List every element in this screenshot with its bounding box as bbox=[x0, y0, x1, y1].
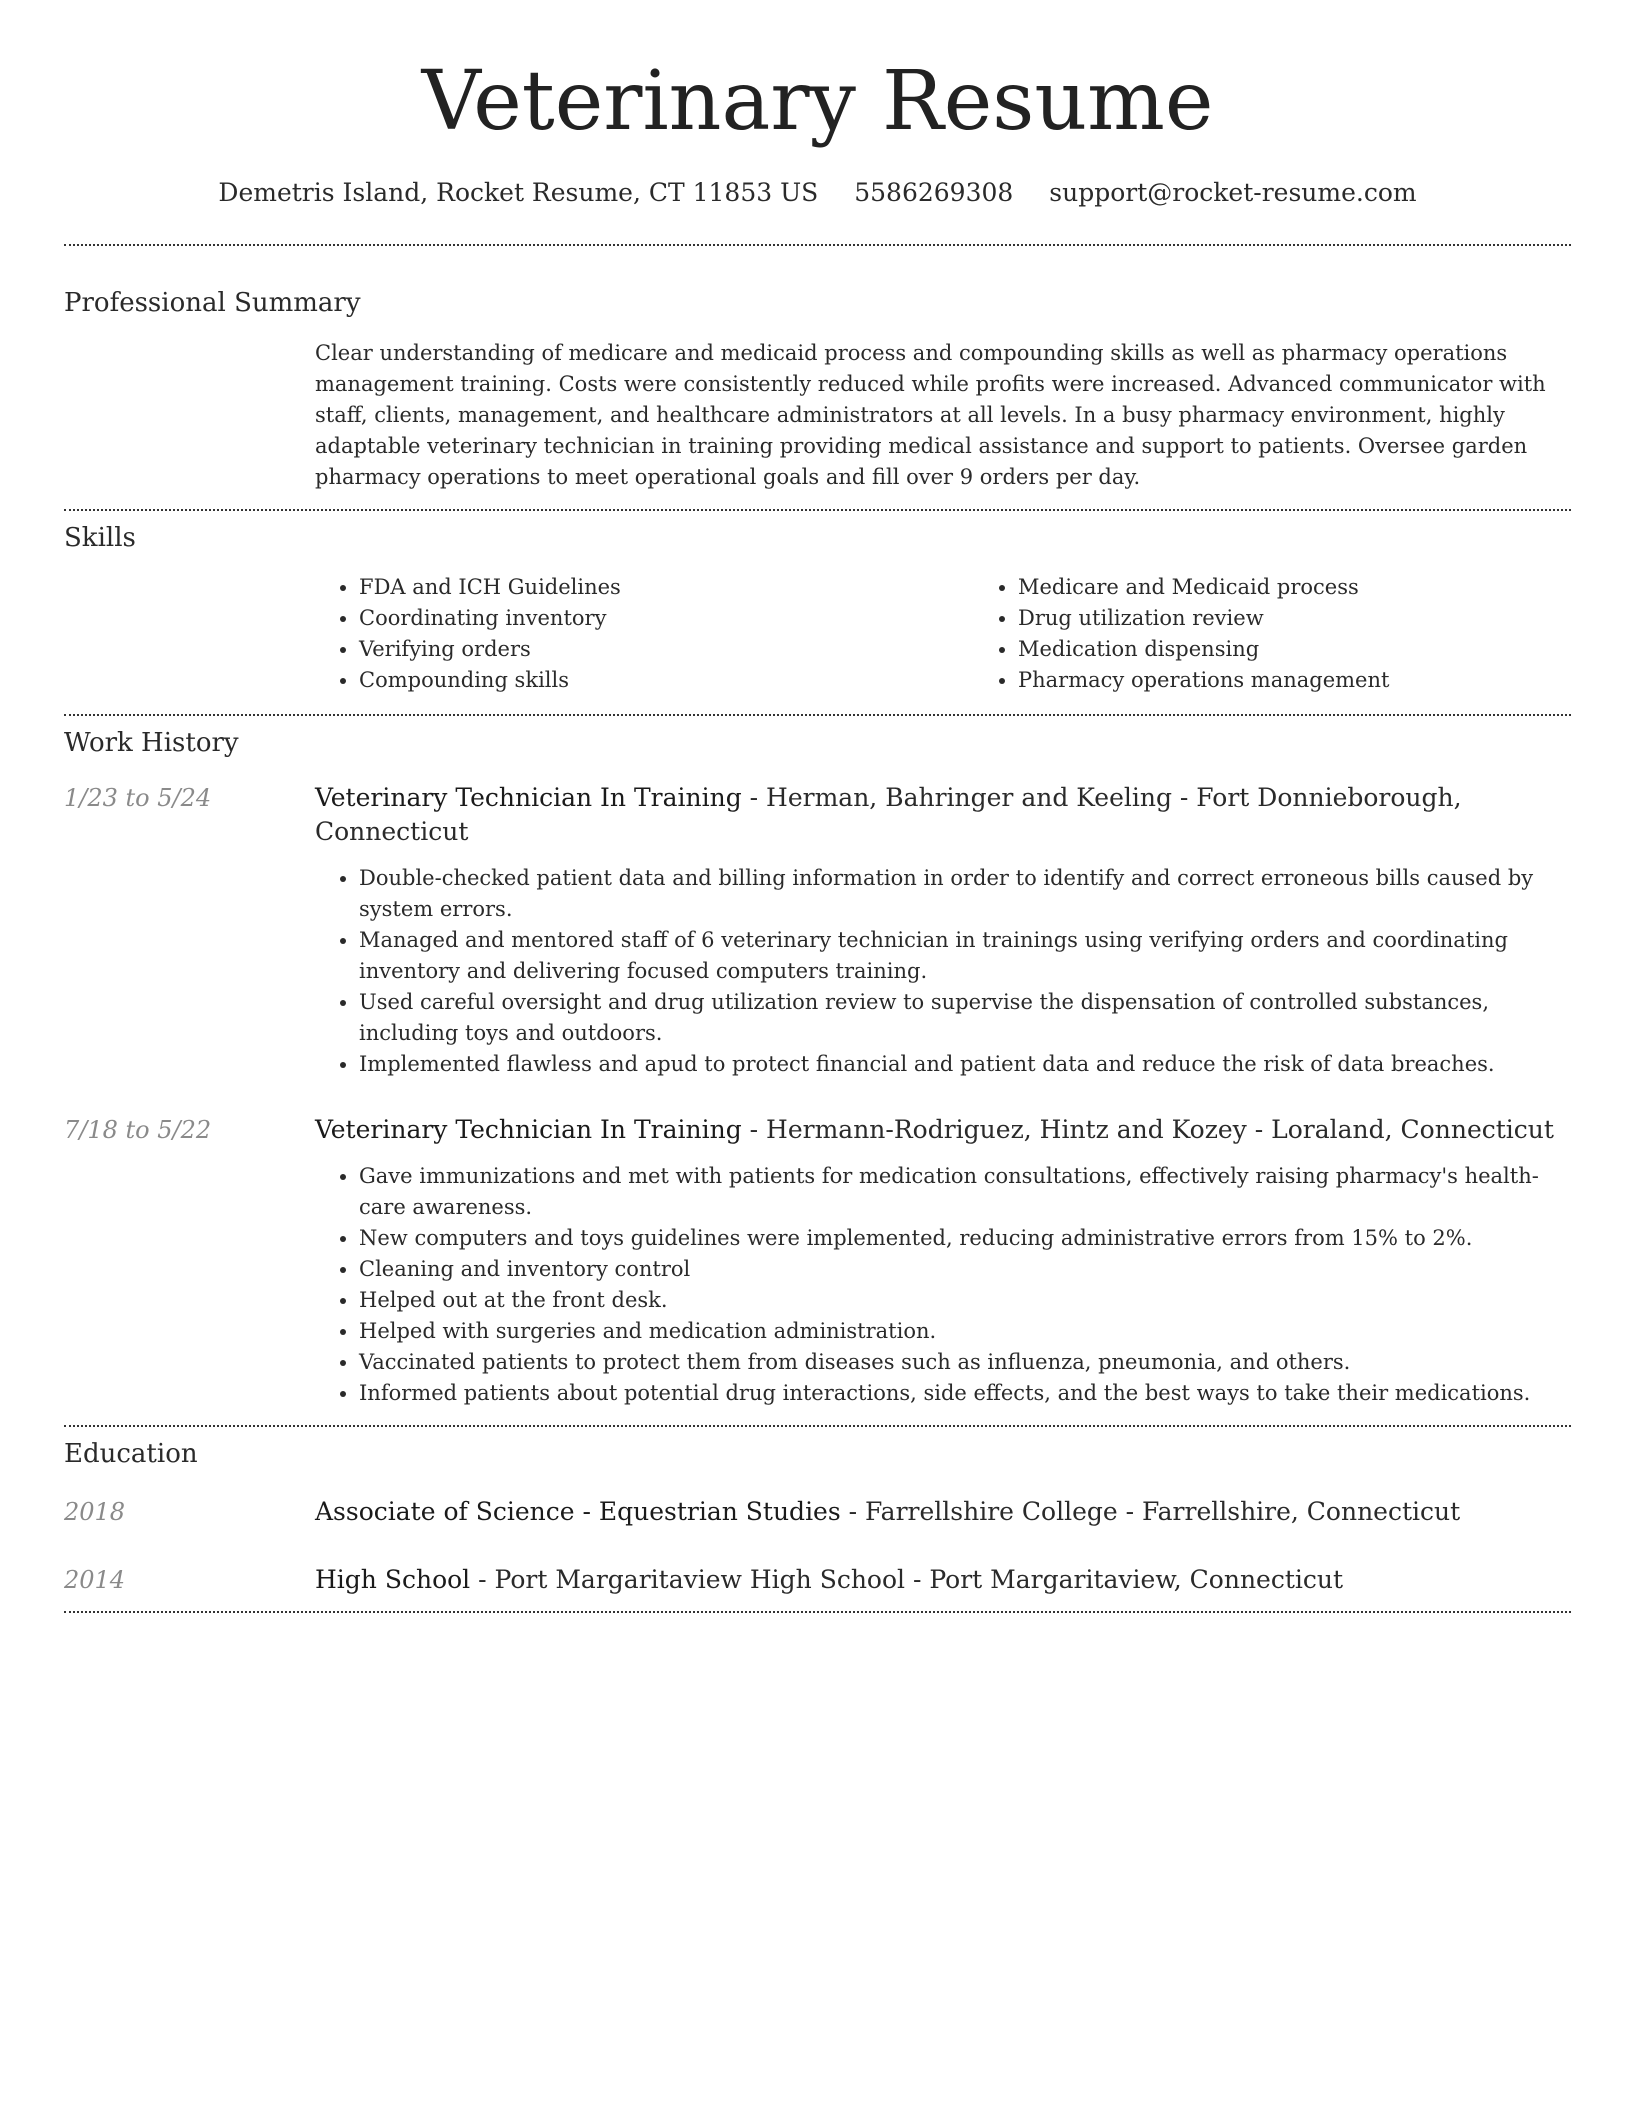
job-heading bbox=[315, 1113, 1571, 1147]
education-heading-line bbox=[315, 1495, 1571, 1529]
summary-heading: Professional Summary bbox=[64, 288, 361, 318]
job-bullet: • Managed and mentored staff of 6 veterinary technician in trainings using verifying orders and coordinating inventory and delivering focused computers training. bbox=[359, 925, 1571, 987]
job-bullet: • Informed patients about potential drug interactions, side effects, and the best ways to take their medications. bbox=[359, 1378, 1571, 1409]
job-employer: Herman, Bahringer and Keeling - Fort Donnieborough, Connecticut bbox=[315, 783, 1462, 846]
contact-line bbox=[64, 176, 1571, 210]
divider bbox=[64, 714, 1571, 716]
job-title: Veterinary Technician In Training bbox=[315, 783, 742, 812]
education-heading-line bbox=[315, 1563, 1571, 1597]
skill-item: • Medicare and Medicaid process bbox=[1018, 572, 1632, 603]
job-title: Veterinary Technician In Training bbox=[315, 1115, 742, 1144]
job-bullet: • Implemented flawless and apud to protect financial and patient data and reduce the risk of data breaches. bbox=[359, 1049, 1571, 1080]
job-entry bbox=[64, 781, 1571, 1080]
education-degree: Associate of Science - Equestrian Studies bbox=[315, 1497, 841, 1526]
education-year: 2014 bbox=[64, 1566, 126, 1594]
education-separator: - bbox=[840, 1497, 866, 1526]
skill-item: • Medication dispensing bbox=[1018, 634, 1632, 665]
divider bbox=[64, 509, 1571, 511]
job-separator: - bbox=[741, 1115, 767, 1144]
skill-item: • Compounding skills bbox=[359, 665, 974, 696]
job-bullets bbox=[315, 863, 1571, 1080]
job-bullet: • Cleaning and inventory control bbox=[359, 1254, 1571, 1285]
skill-item: • Coordinating inventory bbox=[359, 603, 974, 634]
skills-list-right bbox=[974, 572, 1632, 696]
education-entry bbox=[64, 1495, 1571, 1529]
divider bbox=[64, 244, 1571, 246]
divider bbox=[64, 1425, 1571, 1427]
summary-section bbox=[64, 338, 1571, 493]
education-school: Farrellshire College - Farrellshire, Connecticut bbox=[865, 1497, 1461, 1526]
job-bullet: • Used careful oversight and drug utilization review to supervise the dispensation of controlled substances, including toys and outdoors. bbox=[359, 987, 1571, 1049]
skills-section bbox=[64, 572, 1571, 696]
job-employer: Hermann-Rodriguez, Hintz and Kozey - Loraland, Connecticut bbox=[766, 1115, 1554, 1144]
job-bullets bbox=[315, 1161, 1571, 1409]
job-bullet: • New computers and toys guidelines were implemented, reducing administrative errors from 15% to 2%. bbox=[359, 1223, 1571, 1254]
resume-page bbox=[64, 0, 1571, 1613]
job-entry bbox=[64, 1113, 1571, 1409]
divider bbox=[64, 1611, 1571, 1613]
education-entry bbox=[64, 1563, 1571, 1597]
education-separator: - bbox=[470, 1565, 495, 1594]
skill-item: • Pharmacy operations management bbox=[1018, 665, 1632, 696]
education-heading: Education bbox=[64, 1439, 198, 1469]
job-bullet: • Vaccinated patients to protect them from diseases such as influenza, pneumonia, and others. bbox=[359, 1347, 1571, 1378]
skills-heading: Skills bbox=[64, 523, 136, 553]
skill-item: • Verifying orders bbox=[359, 634, 974, 665]
job-heading bbox=[315, 781, 1571, 849]
contact-address: Demetris Island, Rocket Resume, CT 11853 US bbox=[218, 178, 819, 207]
contact-email[interactable]: support@rocket-resume.com bbox=[1049, 178, 1417, 207]
skill-item: • Drug utilization review bbox=[1018, 603, 1632, 634]
summary-text: Clear understanding of medicare and medicaid process and compounding skills as well as pharmacy operations management training. Costs were consistently reduced while profits were increased. Advanced communicator with staff, clients, management, and healthcare administrators at all levels. In a busy pharmacy environment, highly adaptable veterinary technician in training providing medical assistance and support to patients. Oversee garden pharmacy operations to meet operational goals and fill over 9 orders per day. bbox=[315, 341, 1546, 489]
resume-title: Veterinary Resume bbox=[421, 54, 1214, 149]
job-bullet: • Gave immunizations and met with patients for medication consultations, effectively raising pharmacy's health-care awareness. bbox=[359, 1161, 1571, 1223]
work-heading: Work History bbox=[64, 728, 239, 758]
education-year: 2018 bbox=[64, 1498, 126, 1526]
skills-list-left bbox=[315, 572, 974, 696]
job-dates: 1/23 to 5/24 bbox=[64, 784, 212, 812]
contact-phone: 5586269308 bbox=[854, 178, 1014, 207]
skill-item: • FDA and ICH Guidelines bbox=[359, 572, 974, 603]
job-separator: - bbox=[741, 783, 767, 812]
job-bullet: • Double-checked patient data and billing information in order to identify and correct erroneous bills caused by system errors. bbox=[359, 863, 1571, 925]
job-dates: 7/18 to 5/22 bbox=[64, 1116, 212, 1144]
education-school: Port Margaritaview High School - Port Margaritaview, Connecticut bbox=[494, 1565, 1344, 1594]
job-bullet: • Helped with surgeries and medication administration. bbox=[359, 1316, 1571, 1347]
education-degree: High School bbox=[315, 1565, 471, 1594]
job-bullet: • Helped out at the front desk. bbox=[359, 1285, 1571, 1316]
